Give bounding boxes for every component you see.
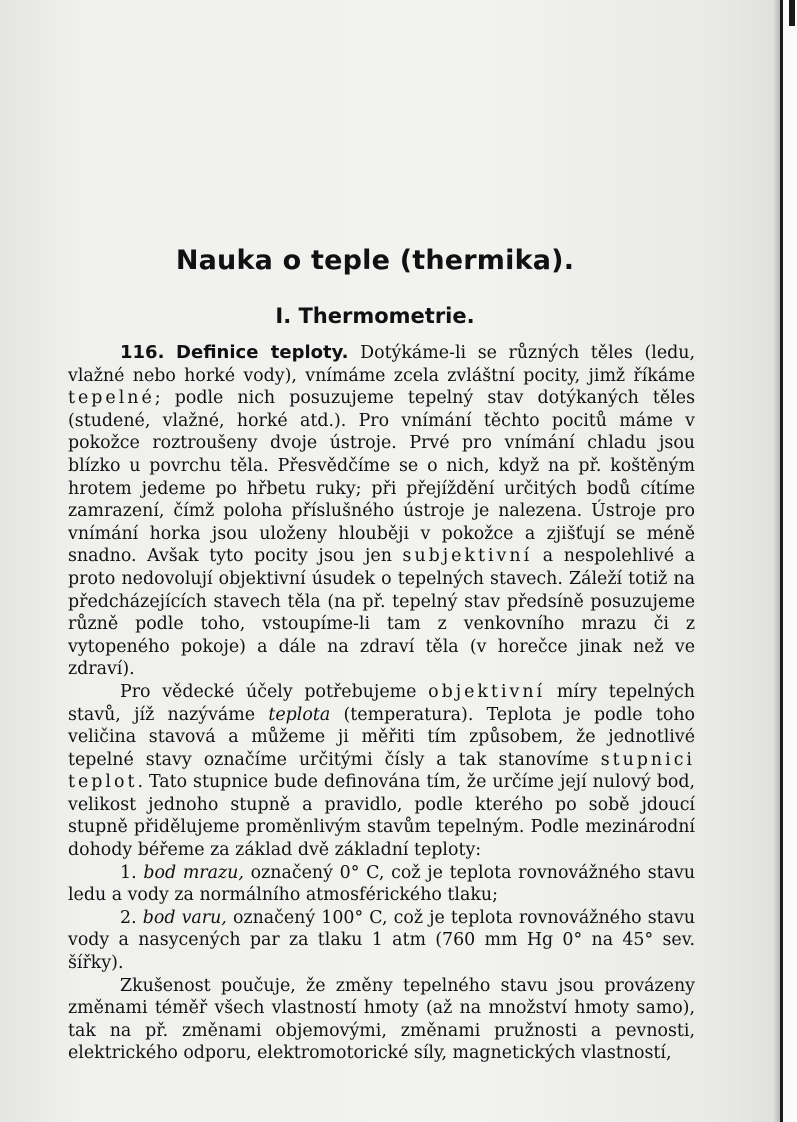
section-title: I. Thermometrie. bbox=[275, 304, 475, 328]
paragraph-objective bbox=[68, 681, 695, 862]
list-item-freezing-point bbox=[68, 862, 695, 907]
list-text: označený 100° C, což je teplota rovnovážného stavu vody a nasycených par za tlaku 1 atm (760 mm Hg 0° na 45° sev. šířky). bbox=[68, 907, 696, 974]
body-text bbox=[68, 342, 695, 1065]
paragraph-text: (temperatura). Teplota je podle toho veličina stavová a můžeme ji měřiti tím způsobem, že jednotlivé tepelné stavy označíme určitými čísly a tak stanovíme bbox=[68, 704, 696, 770]
emphasis-text: tepelné bbox=[68, 388, 155, 409]
paragraph-text: Dotýkáme-li se různých těles (ledu, vlažné nebo horké vody), vnímáme zcela zvláštní pocity, jimž říkáme bbox=[68, 343, 695, 386]
paragraph-number: 116. bbox=[120, 342, 165, 363]
page-edge-mark bbox=[789, 0, 795, 26]
paragraph-116 bbox=[68, 342, 695, 681]
paragraph-text: a nespolehlivé a proto nedovolují objektivní úsudek o tepelných stavech. Záleží totiž na předcházejících stavech těla (na př. tepelný stav předsíně posuzujeme různě podle toho, vstoupíme-li tam z venkovního mrazu či z vytopeného pokoje) a dále na zdraví těla (v horečce jinak než ve zdraví). bbox=[68, 546, 696, 680]
paragraph-text: ; podle nich posuzujeme tepelný stav dotýkaných těles (studené, vlažné, horké atd.). Pro vnímání těchto pocitů máme v pokožce roztroušeny dvoje ústroje. Prvé pro vnímání chladu jsou blízko u povrchu těla. Přesvědčíme se o nich, když na př. koštěným hrotem jedeme po hřbetu ruky; při přejíždění určitých bodů cítíme zamrazení, čímž poloha příslušného ústroje je nalezena. Ústroje pro vnímání horka jsou uloženy hlouběji v pokožce a zjišťují se méně snadno. Avšak tyto pocity jsou jen bbox=[68, 388, 695, 567]
italic-term: teplota bbox=[268, 704, 331, 725]
paragraph-experience bbox=[68, 975, 695, 1065]
chapter-title: Nauka o teple (thermika). bbox=[175, 245, 575, 276]
list-item-boiling-point bbox=[68, 907, 695, 975]
paragraph-text: . Tato stupnice bude definována tím, že určíme její nulový bod, velikost jednoho stupně a pravidlo, podle kterého po sobě jdoucí stupně přidělujeme proměnlivým stavům tepelným. Podle mezinárodní dohody béřeme za základ dvě základní teploty: bbox=[68, 772, 695, 861]
emphasis-text: objektivní bbox=[428, 681, 546, 702]
paragraph-text: Pro vědecké účely potřebujeme bbox=[120, 681, 417, 702]
italic-term: bod mrazu, bbox=[143, 862, 244, 883]
paragraph-text: Zkušenost poučuje, že změny tepelného stavu jsou provázeny změnami téměř všech vlastností hmoty (až na množství hmoty samo), tak na př. změnami objemovými, změnami pružnosti a pevnosti, elektrického odporu, elektromotorické síly, magnetických vlastností, bbox=[68, 975, 695, 1064]
italic-term: bod varu, bbox=[142, 907, 227, 928]
list-text: označený 0° C, což je teplota rovnovážného stavu ledu a vody za normálního atmosférického tlaku; bbox=[68, 862, 696, 906]
paragraph-heading: Definice teploty. bbox=[176, 342, 349, 363]
next-page-edge bbox=[783, 0, 797, 1122]
list-number: 2. bbox=[120, 907, 137, 928]
list-number: 1. bbox=[120, 862, 137, 883]
emphasis-text: stupnici teplot bbox=[68, 749, 695, 793]
emphasis-text: subjektivní bbox=[402, 546, 533, 567]
paragraph-text: míry tepelných stavů, jíž nazýváme bbox=[68, 681, 695, 725]
